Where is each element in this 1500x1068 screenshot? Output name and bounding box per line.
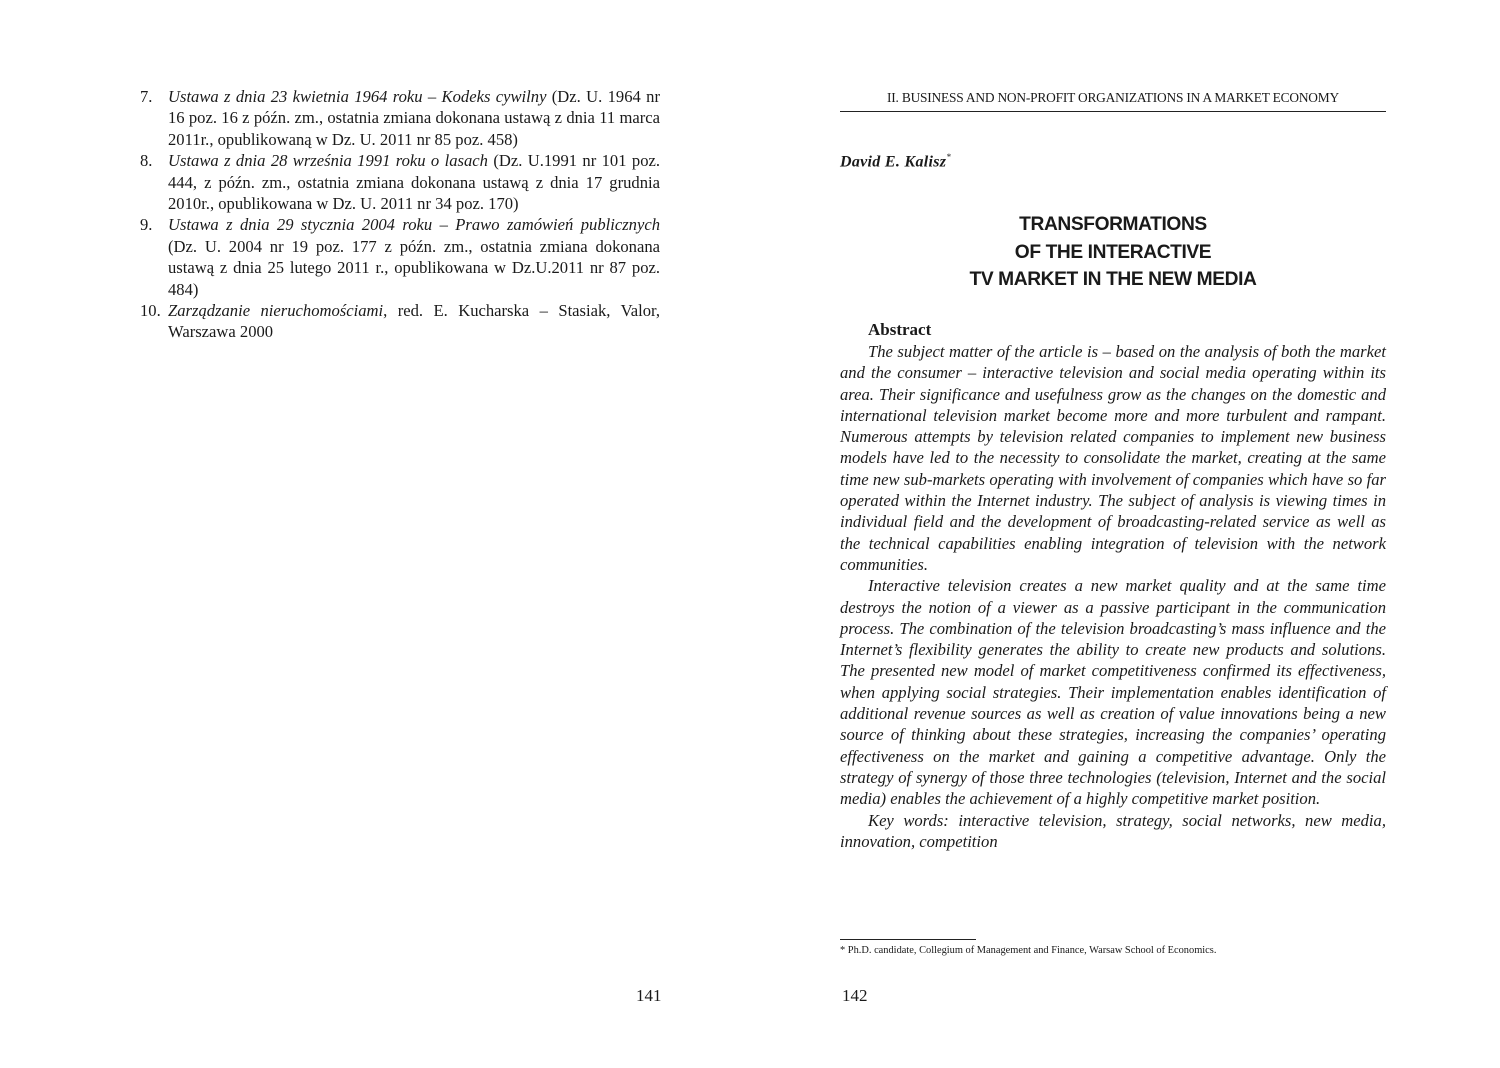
reference-number: 10. bbox=[140, 301, 161, 321]
reference-number: 9. bbox=[140, 215, 153, 235]
reference-item bbox=[140, 300, 660, 343]
reference-title: Ustawa z dnia 23 kwietnia 1964 roku – Kodeks cywilny bbox=[168, 87, 547, 106]
running-head: II. BUSINESS AND NON-PROFIT ORGANIZATIONS IN A MARKET ECONOMY bbox=[887, 90, 1339, 105]
abstract-heading: Abstract bbox=[868, 320, 932, 339]
reference-number: 8. bbox=[140, 151, 153, 171]
reference-title: Ustawa z dnia 29 stycznia 2004 roku – Prawo zamówień publicznych bbox=[168, 215, 660, 235]
abstract-body bbox=[840, 341, 1386, 852]
reference-item bbox=[140, 214, 660, 300]
reference-title: Ustawa z dnia 28 września 1991 roku o lasach bbox=[168, 151, 488, 171]
article-title bbox=[840, 211, 1386, 294]
abstract-paragraph: The subject matter of the article is – based on the analysis of both the market and the consumer – interactive television and social media operating within its area. Their significance and usefulness grow as the changes on the domestic and international television market become more and more turbulent and rampant. Numerous attempts by television related companies to implement new business models have led to the necessity to consolidate the market, creating at the same time new sub-markets operating with involvement of companies which have so far operated within the Internet industry. The subject of analysis is viewing times in individual field and the development of broadcasting-related service as well as the technical capabilities enabling integration of television with the network communities. bbox=[840, 342, 1386, 574]
reference-details: (Dz. U. 1964 nr 16 poz. 16 z późn. zm., ostatnia zmiana dokonana ustawą z dnia 11 marca 2011r., opublikowaną w Dz. U. 2011 nr 85 poz. 458) bbox=[168, 87, 660, 149]
title-line: TRANSFORMATIONS bbox=[1019, 214, 1207, 235]
reference-item bbox=[140, 150, 660, 214]
footnote-mark: * bbox=[946, 152, 952, 162]
references-list bbox=[140, 86, 660, 343]
reference-item bbox=[140, 86, 660, 150]
reference-details: (Dz. U. 2004 nr 19 poz. 177 z późn. zm., ostatnia zmiana dokonana ustawą z dnia 25 lutego 2011 r., opublikowana w Dz.U.2011 nr 87 poz. 484) bbox=[168, 236, 660, 299]
reference-details: , red. E. Kucharska – Stasiak, Valor, Warszawa 2000 bbox=[168, 301, 660, 342]
header-rule bbox=[840, 111, 1386, 112]
page-number: 141 bbox=[636, 986, 662, 1005]
footnote: * Ph.D. candidate, Collegium of Management and Finance, Warsaw School of Economics. bbox=[840, 945, 1217, 956]
footnote-rule bbox=[840, 939, 976, 940]
keywords-paragraph: Key words: interactive television, strategy, social networks, new media, innovation, competition bbox=[840, 810, 1386, 851]
title-line: TV MARKET IN THE NEW MEDIA bbox=[969, 269, 1257, 290]
reference-number: 7. bbox=[140, 87, 153, 106]
author-name: David E. Kalisz* bbox=[840, 152, 952, 171]
reference-title: Zarządzanie nieruchomościami bbox=[168, 301, 384, 321]
right-page bbox=[750, 0, 1500, 1068]
abstract-paragraph: Interactive television creates a new market quality and at the same time destroys the notion of a viewer as a passive participant in the communication process. The combination of the television broadcasting’s mass influence and the Internet’s flexibility generates the ability to create new products and solutions. The presented new model of market competitiveness confirmed its effectiveness, when applying social strategies. Their implementation enables identification of additional revenue sources as well as creation of value innovations being a new source of thinking about these strategies, increasing the companies’ operating effectiveness on the market and gaining a competitive advantage. Only the strategy of synergy of those three technologies (television, Internet and the social media) enables the achievement of a highly competitive market position. bbox=[840, 576, 1386, 809]
title-line: OF THE INTERACTIVE bbox=[1014, 241, 1212, 263]
reference-details: (Dz. U.1991 nr 101 poz. 444, z późn. zm., ostatnia zmiana dokonana ustawą z dnia 17 grudnia 2010r., opublikowana w Dz. U. 2011 nr 34 poz. 170) bbox=[168, 151, 661, 214]
page-number: 142 bbox=[842, 986, 868, 1005]
